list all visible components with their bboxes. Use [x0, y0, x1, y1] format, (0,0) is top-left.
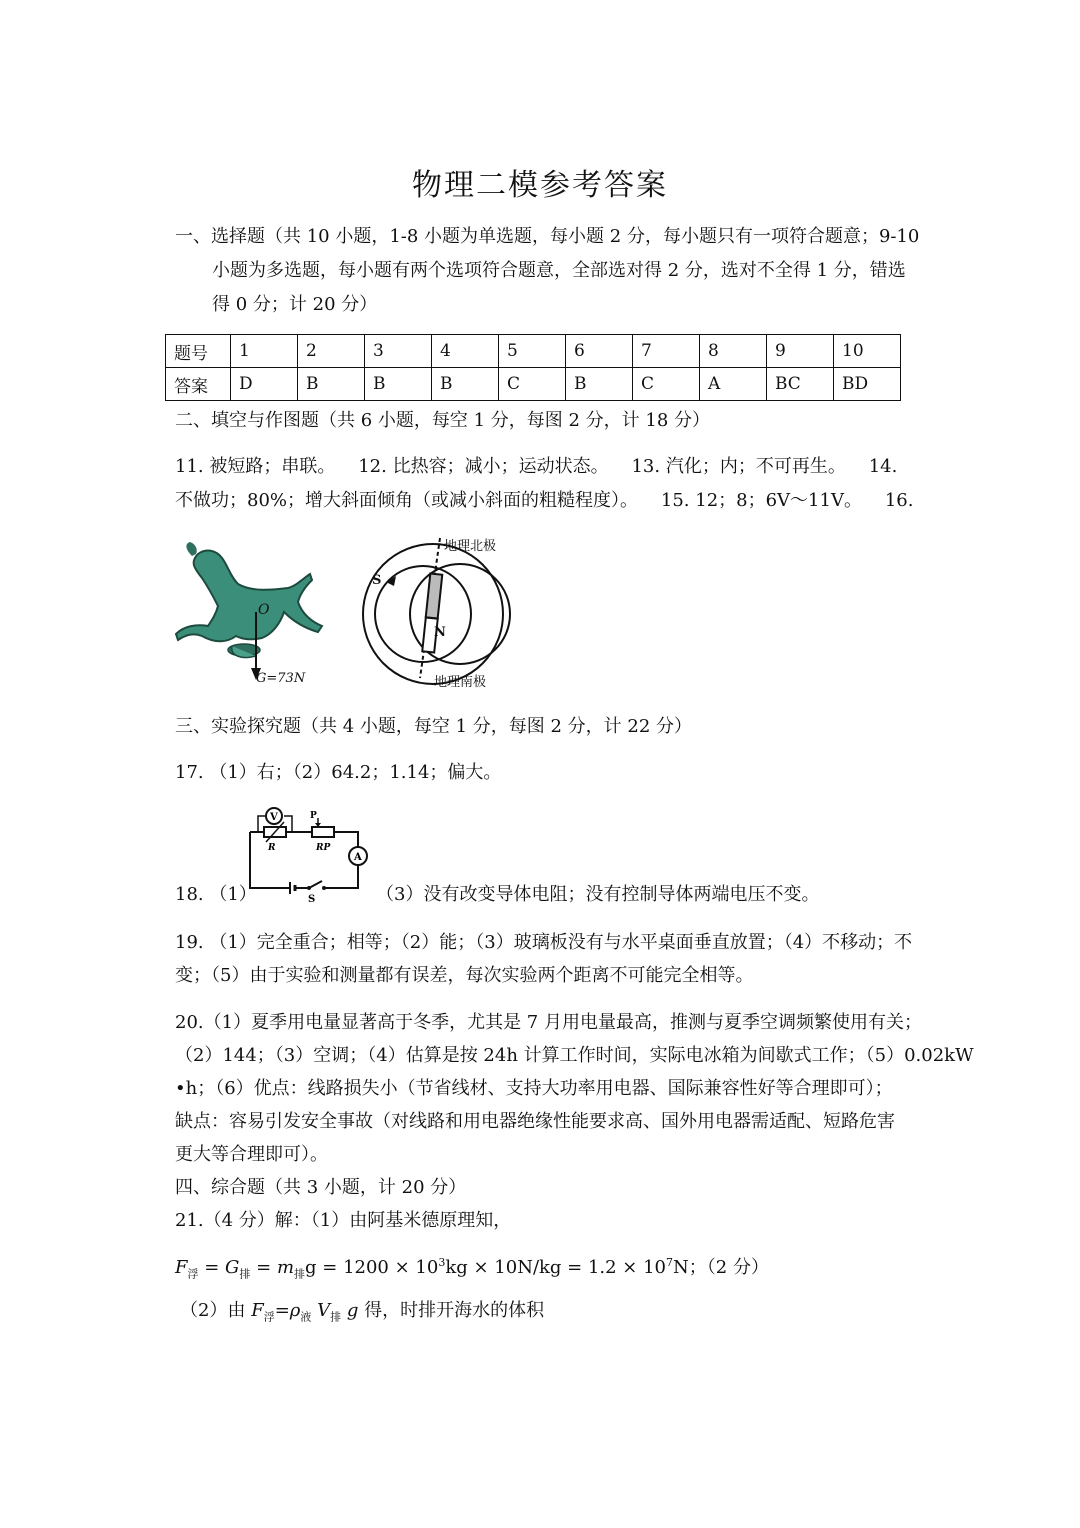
section2-heading: 二、填空与作图题（共 6 小题，每空 1 分，每图 2 分，计 18 分）	[175, 410, 711, 431]
circuit-diagram	[240, 806, 370, 904]
q21-formula: $F_浮 = G_排 = m_排g = 1200 \times 10^3kg \times 10N/kg = 1.2 \times 10^7N$；（2 分）	[175, 1256, 769, 1281]
horse-gravity-figure	[172, 540, 332, 690]
answer-table	[165, 334, 901, 401]
table-cell: 3	[365, 335, 432, 368]
table-cell: 2	[298, 335, 365, 368]
table-cell: 9	[767, 335, 834, 368]
page-title: 物理二模参考答案	[412, 168, 668, 203]
q21-intro: 21.（4 分）解：（1）由阿基米德原理知，	[175, 1210, 512, 1231]
table-cell: 6	[566, 335, 633, 368]
n-pole-label: N	[434, 625, 446, 640]
table-row	[166, 335, 901, 368]
table-cell: 8	[700, 335, 767, 368]
q20-line4: 缺点：容易引发安全事故（对线路和用电器绝缘性能要求高、国外用电器需适配、短路危害	[175, 1111, 895, 1132]
table-cell: B	[432, 368, 499, 401]
switch-icon	[309, 881, 322, 888]
s-pole-label: S	[372, 573, 382, 588]
table-cell: B	[298, 368, 365, 401]
magnet-field-figure	[348, 530, 528, 692]
q20-line1: 20.（1）夏季用电量显著高于冬季，尤其是 7 月用电量最高，推测与夏季空调频繁使用有关；	[175, 1012, 922, 1033]
q21-part2: （2）由 $F_浮=\rho_液$ $V_排$ g 得，时排开海水的体积	[180, 1300, 545, 1324]
section2-answers-line2: 不做功；80%；增大斜面倾角（或减小斜面的粗糙程度）。 15. 12；8；6V～11V。 16.	[175, 490, 914, 511]
table-row	[166, 368, 901, 401]
switch-label: S	[308, 894, 316, 904]
table-cell: 答案	[166, 368, 231, 401]
ammeter-label: A	[354, 852, 362, 863]
section3-heading: 三、实验探究题（共 4 小题，每空 1 分，每图 2 分，计 22 分）	[175, 716, 693, 737]
rheostat-icon	[312, 827, 334, 837]
q20-line5: 更大等合理即可）。	[175, 1144, 328, 1165]
section1-heading-line3: 得 0 分；计 20 分）	[212, 294, 378, 315]
q17-answer: 17. （1）右；（2）64.2；1.14；偏大。	[175, 762, 502, 783]
table-cell: B	[365, 368, 432, 401]
geographic-north-label: 地理北极	[444, 539, 497, 554]
table-cell: A	[700, 368, 767, 401]
table-cell: 4	[432, 335, 499, 368]
table-cell: 10	[834, 335, 901, 368]
section2-answers-line1: 11. 被短路；串联。 12. 比热容；减小；运动状态。 13. 汽化；内；不可再生。 14.	[175, 456, 898, 477]
q20-line2: （2）144；（3）空调；（4）估算是按 24h 计算工作时间，实际电冰箱为间歇式工作；（5）0.02kW	[175, 1045, 974, 1066]
geographic-south-label: 地理南极	[434, 675, 487, 690]
table-cell: 7	[633, 335, 700, 368]
center-of-gravity-label: O	[258, 602, 270, 618]
magnet-s-pole	[426, 573, 443, 618]
table-cell: C	[633, 368, 700, 401]
gravity-label: G=73N	[256, 671, 306, 686]
table-cell: BD	[834, 368, 901, 401]
table-cell: 题号	[166, 335, 231, 368]
table-cell: D	[231, 368, 298, 401]
slider-label: P	[310, 811, 317, 821]
q19-line2: 变；（5）由于实验和测量都有误差，每次实验两个距离不可能完全相等。	[175, 965, 754, 986]
table-cell: B	[566, 368, 633, 401]
table-cell: BC	[767, 368, 834, 401]
q18-prefix: 18. （1）	[175, 884, 257, 905]
table-cell: 1	[231, 335, 298, 368]
horse-icon	[176, 542, 322, 658]
q19-line1: 19. （1）完全重合；相等；（2）能；（3）玻璃板没有与水平桌面垂直放置；（4）不移动；不	[175, 932, 913, 953]
table-cell: 5	[499, 335, 566, 368]
resistor-label: R	[268, 843, 276, 853]
voltmeter-label: V	[270, 812, 278, 823]
section1-heading-line2: 小题为多选题，每小题有两个选项符合题意，全部选对得 2 分，选对不全得 1 分，错选	[212, 260, 906, 281]
rheostat-label: RP	[316, 843, 331, 853]
q18-answer: （3）没有改变导体电阻；没有控制导体两端电压不变。	[376, 884, 820, 905]
section4-heading: 四、综合题（共 3 小题，计 20 分）	[175, 1177, 467, 1198]
table-cell: C	[499, 368, 566, 401]
section1-heading-line1: 一、选择题（共 10 小题，1-8 小题为单选题，每小题 2 分，每小题只有一项符合题意；9-10	[175, 226, 920, 247]
q20-line3: •h；（6）优点：线路损失小（节省线材、支持大功率用电器、国际兼容性好等合理即可）；	[175, 1078, 893, 1099]
